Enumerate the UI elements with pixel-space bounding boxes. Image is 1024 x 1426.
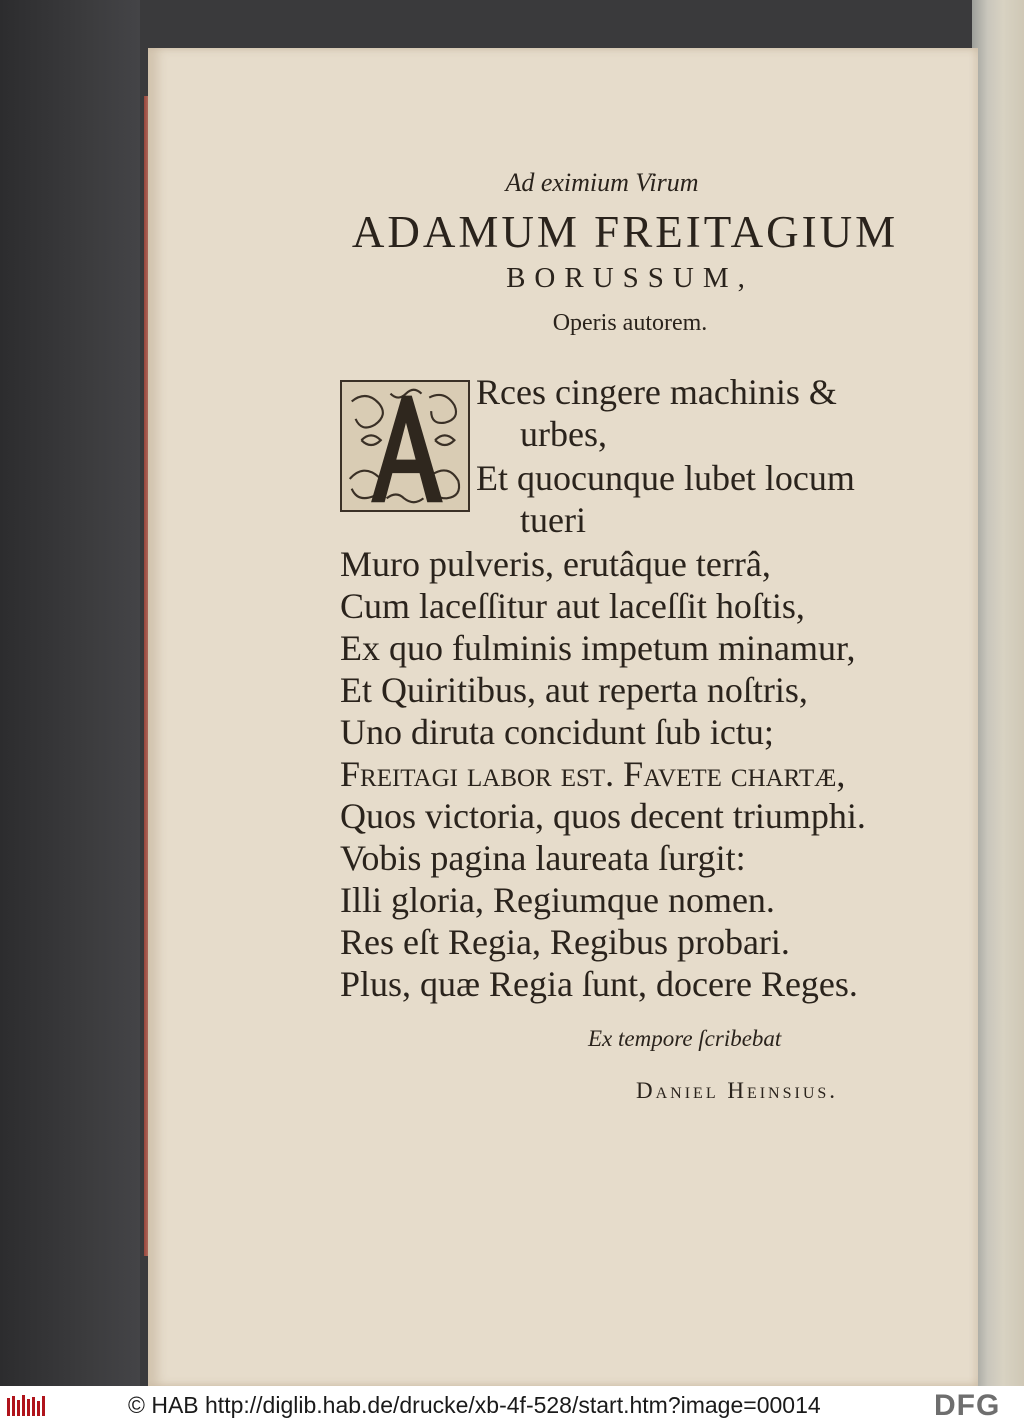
poem-line-6: Cum laceſſitur aut laceſſit hoſtis, — [340, 586, 805, 626]
poem-line-8: Et Quiritibus, aut reperta noſtris, — [340, 670, 808, 710]
poem-line-9: Uno diruta concidunt ſub ictu; — [340, 712, 774, 752]
facing-page-edge — [972, 0, 1024, 1386]
poem-line-1: Rces cingere machinis & — [476, 372, 837, 412]
poem-line-7: Ex quo fulminis impetum minamur, — [340, 628, 856, 668]
decorated-initial — [340, 380, 470, 512]
poem-line-10: Freitagi labor eſt. Favete chartæ, — [340, 754, 846, 794]
poem-line-14: Res eſt Regia, Regibus probari. — [340, 922, 790, 962]
dedicatee-origin: BORUSSUM, — [506, 262, 754, 294]
dfg-logo: DFG — [934, 1389, 1001, 1422]
poem-line-3: Et quocunque lubet locum — [476, 458, 855, 498]
dedicatee-role: Operis autorem. — [552, 310, 708, 336]
poem-line-13: Illi gloria, Regiumque nomen. — [340, 880, 775, 920]
poem-line-5: Muro pulveris, erutâque terrâ, — [340, 544, 771, 584]
poem-line-2: urbes, — [520, 414, 607, 454]
signature-intro: Ex tempore ſcribebat — [588, 1026, 782, 1051]
viewer-footer — [0, 1386, 1024, 1426]
poem-line-11: Quos victoria, quos decent triumphi. — [340, 796, 866, 836]
poem-line-15: Plus, quæ Regia ſunt, docere Reges. — [340, 964, 858, 1004]
signature-name: Daniel Heinsius. — [636, 1078, 839, 1103]
hab-logo-icon — [6, 1394, 46, 1418]
scan-background-left — [0, 0, 140, 1386]
poem-line-4: tueri — [520, 500, 586, 540]
dedicatee-name: ADAMUM FREITAGIUM — [351, 207, 899, 257]
decorated-initial-icon — [342, 382, 468, 510]
dedication-line: Ad eximium Virum — [505, 168, 699, 197]
source-url-link[interactable]: © HAB http://diglib.hab.de/drucke/xb-4f-528/start.htm?image=00014 — [128, 1392, 821, 1418]
poem-line-12: Vobis pagina laureata ſurgit: — [340, 838, 746, 878]
